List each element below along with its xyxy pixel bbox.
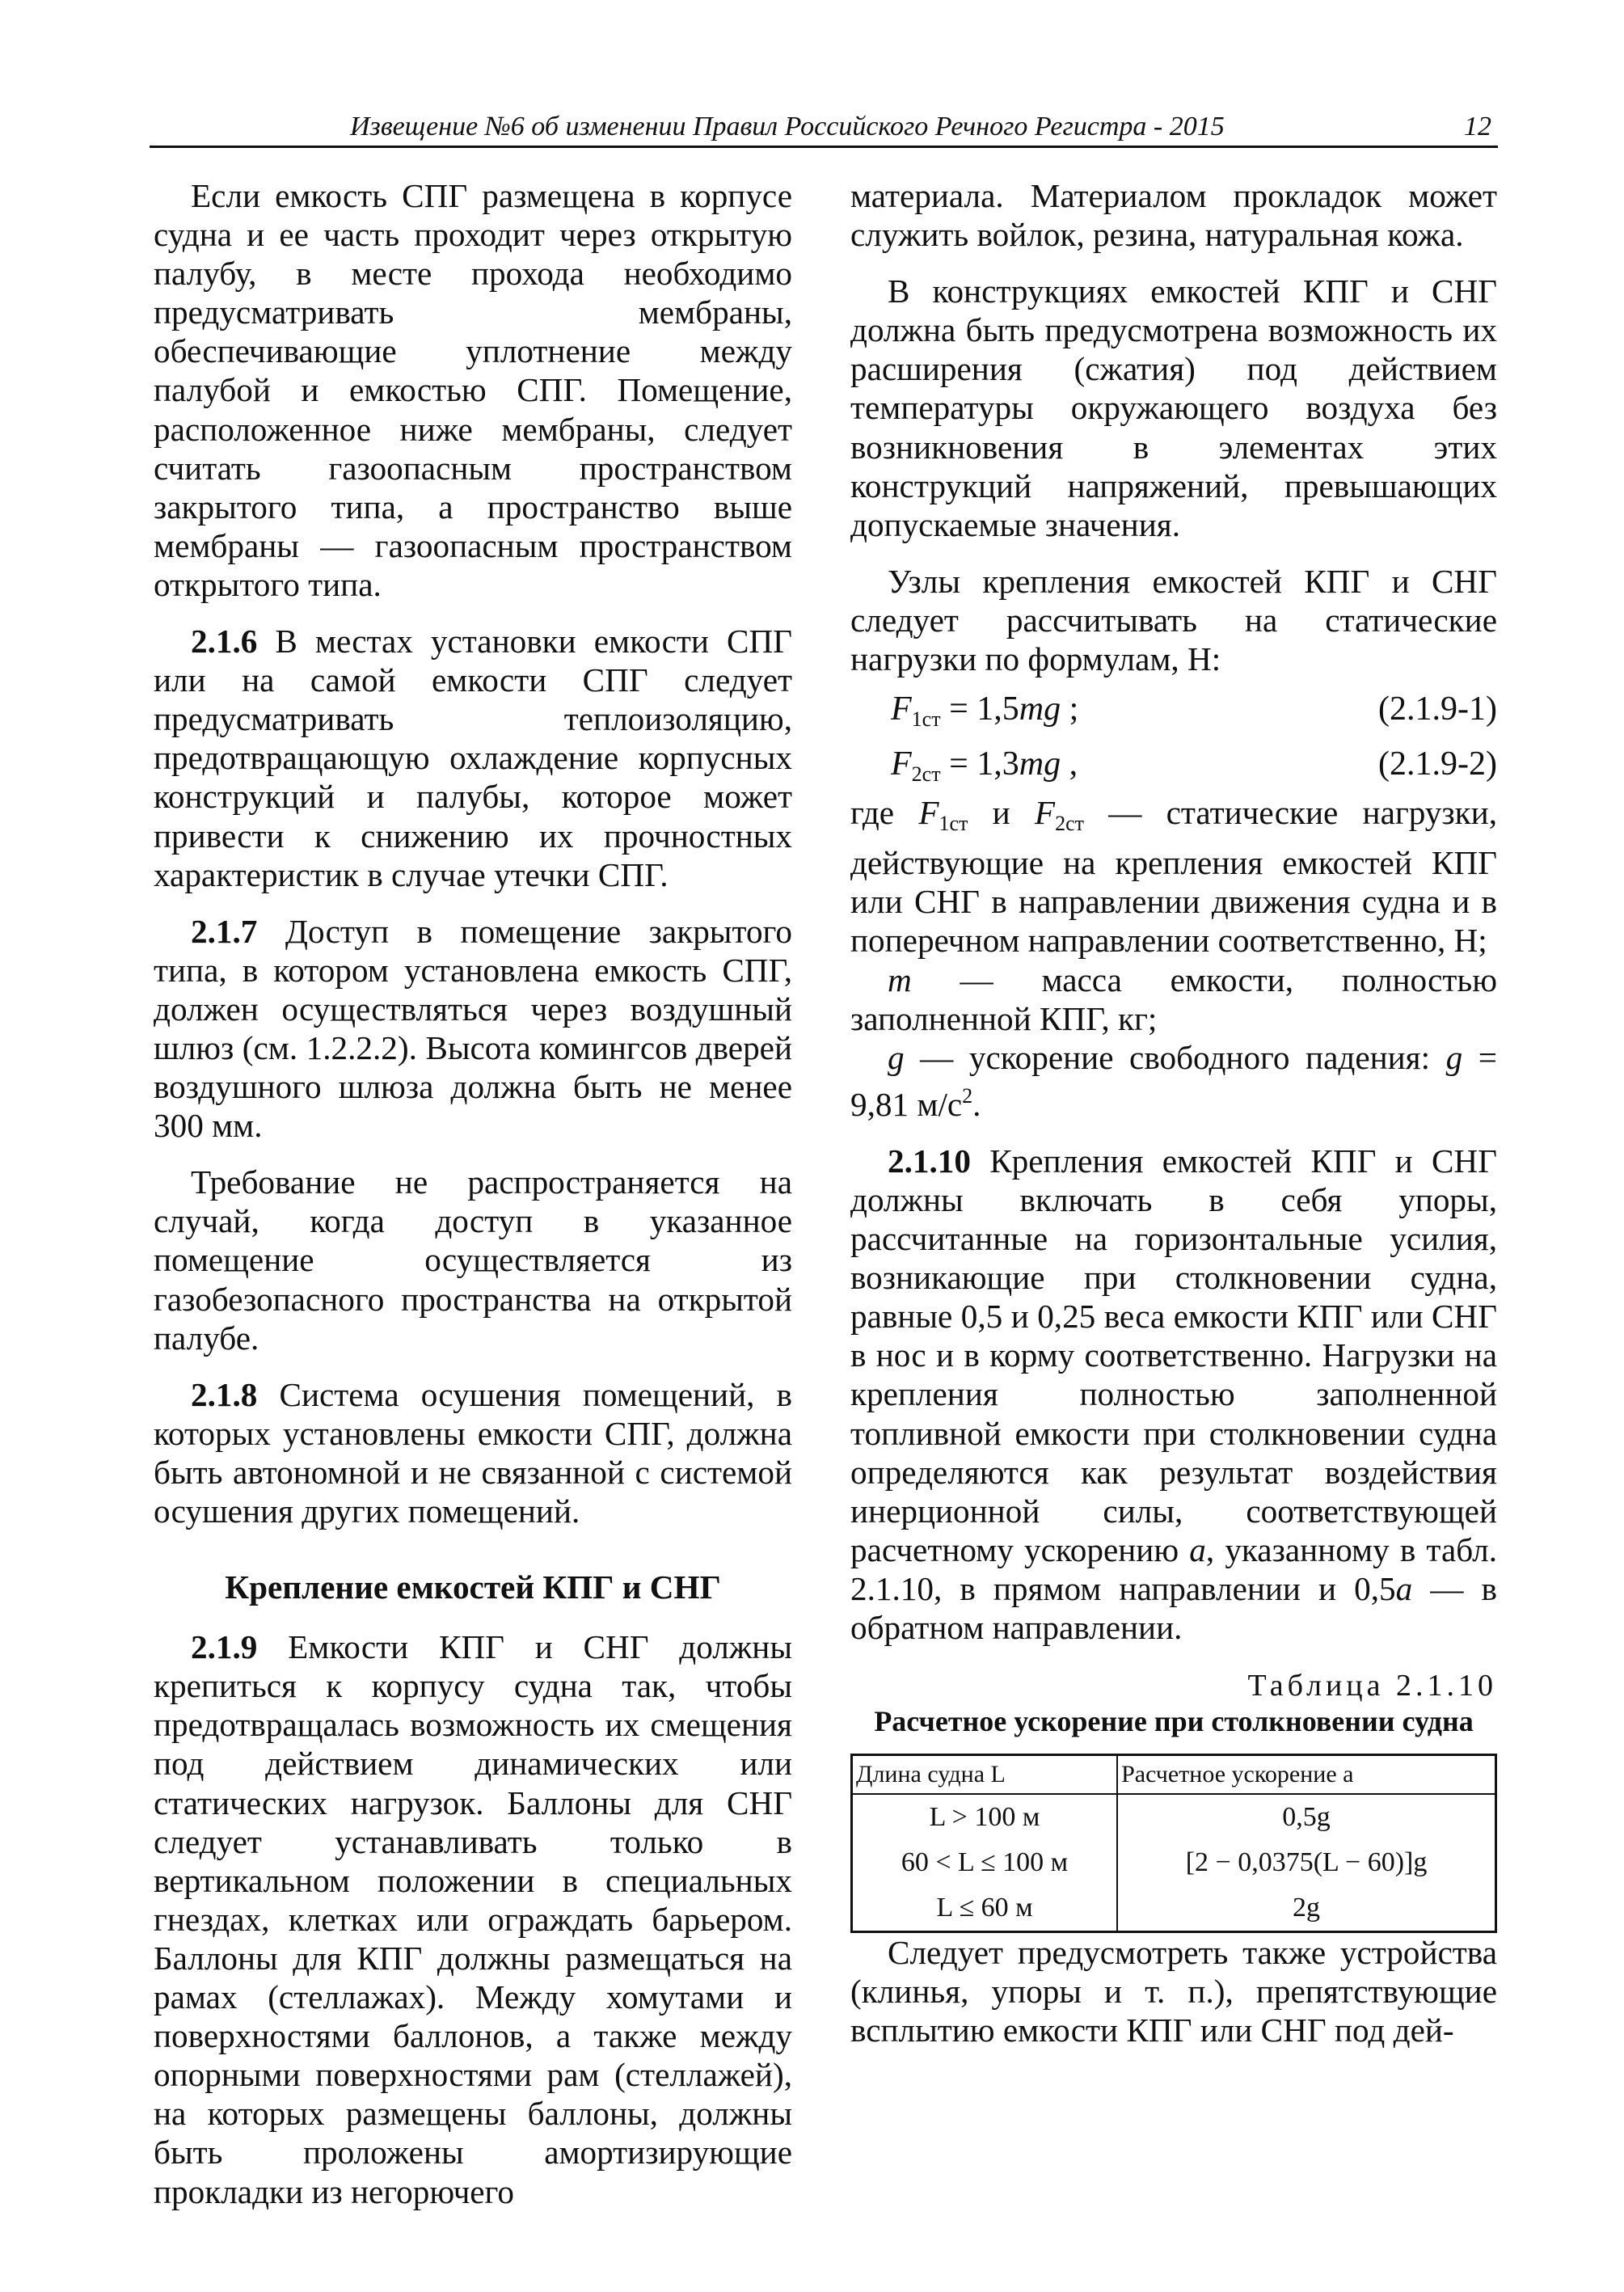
- paragraph-continuation: материала. Материалом прокладок может служить войлок, резина, натуральная кожа.: [850, 177, 1497, 254]
- table-row: [852, 1794, 1496, 1840]
- definition-mass: m — масса емкости, полностью заполненной КПГ, кг;: [850, 960, 1497, 1037]
- formula-2-1-9-2: [850, 740, 1497, 788]
- section-2-1-7: 2.1.7 Доступ в помещение закрытого типа, в котором установлена емкость СПГ, должен осуществляться через воздушный шлюз (см. 1.2.2.2). Высота комингсов дверей воздушного шлюза должна быть не менее 300 мм.: [154, 912, 792, 1145]
- right-column: [850, 176, 1497, 2049]
- table-cell: 2g: [1293, 1893, 1321, 1923]
- formula-number: (2.1.9-2): [1378, 745, 1497, 783]
- table-header-cell: Расчетное ускорение a: [1117, 1755, 1495, 1795]
- document-title: Извещение №6 об изменении Правил Российского Речного Регистра - 2015: [350, 112, 1225, 141]
- formula-expression: $F_{2ст} = 1,3mg$ ,: [891, 745, 1078, 787]
- paragraph-expansion: В конструкциях емкостей КПГ и СНГ должна быть предусмотрена возможность их расширения (сжатия) под действием температуры окружающего воздуха без возникновения в элементах этих конструкций напряжений, превышающих допускаемые значения.: [850, 272, 1497, 543]
- section-number: 2.1.6: [191, 623, 258, 661]
- table-cell: 60 < L ≤ 100 м: [852, 1840, 1118, 1885]
- table-header-row: [852, 1755, 1496, 1795]
- formula-expression: $F_{1ст} = 1,5mg$ ;: [891, 690, 1079, 732]
- table-row: [852, 1840, 1496, 1885]
- paragraph-lng-tank-membranes: Если емкость СПГ размещена в корпусе судна и ее часть проходит через открытую палубу, в месте прохода необходимо предусматривать мембраны, обеспечивающие уплотнение между палубой и емкостью СПГ. Помещение, расположенное ниже мембраны, следует считать газоопасным пространством закрытого типа, а пространство выше мембраны — газоопасным пространством открытого типа.: [154, 177, 792, 603]
- table-header-cell: Длина судна L: [852, 1755, 1118, 1795]
- acceleration-table: [850, 1754, 1497, 1933]
- section-2-1-10: 2.1.10 Крепления емкостей КПГ и СНГ должны включать в себя упоры, рассчитанные на горизонтальные усилия, возникающие при столкновении судна, равные 0,5 и 0,25 веса емкости КПГ или СНГ в нос и в корму соответственно. Нагрузки на крепления полностью заполненной топливной емкости при столкновении судна определяются как результат воздействия инерционной силы, соответствующей расчетному ускорению a, указанному в табл. 2.1.10, в прямом направлении и 0,5a — в обратном направлении.: [850, 1142, 1497, 1646]
- section-number: 2.1.9: [191, 1628, 258, 1666]
- running-header: [150, 112, 1498, 148]
- table-row: [852, 1885, 1496, 1932]
- subheading-tank-fastening: Крепление емкостей КПГ и СНГ: [225, 1568, 721, 1606]
- definition-gravity: g — ускорение свободного падения: g = 9,81 $м/с^2$.: [850, 1038, 1497, 1123]
- section-2-1-6: 2.1.6 В местах установки емкости СПГ или на самой емкости СПГ следует предусматривать теплоизоляцию, предотвращающую охлаждение корпусных конструкций и палубы, которое может привести к снижению их прочностных характеристик в случае утечки СПГ.: [154, 623, 792, 893]
- paragraph-static-loads: Узлы крепления емкостей КПГ и СНГ следует рассчитывать на статические нагрузки по формулам, Н:: [850, 562, 1497, 678]
- formula-2-1-9-1: [850, 685, 1497, 733]
- formula-number: (2.1.9-1): [1378, 690, 1497, 728]
- section-2-1-8: 2.1.8 Система осушения помещений, в которых установлены емкости СПГ, должна быть автономной и не связанной с системой осушения других помещений.: [154, 1375, 792, 1530]
- table-cell: L ≤ 60 м: [852, 1885, 1118, 1932]
- table-cell: 0,5g: [1282, 1802, 1331, 1833]
- section-number: 2.1.10: [888, 1142, 971, 1180]
- section-number: 2.1.8: [191, 1375, 258, 1413]
- left-column: [154, 176, 792, 2211]
- paragraph-anti-flotation: Следует предусмотреть также устройства (клинья, упоры и т. п.), препятствующие всплытию емкости КПГ или СНГ под дей-: [850, 1934, 1497, 2049]
- section-number: 2.1.7: [191, 912, 258, 950]
- paragraph-exception: Требование не распространяется на случай, когда доступ в указанное помещение осуществляется из газобезопасного пространства на открытой палубе.: [154, 1163, 792, 1357]
- section-2-1-9: 2.1.9 Емкости КПГ и СНГ должны крепиться к корпусу судна так, чтобы предотвращалась возможность их смещения под действием динамических или статических нагрузок. Баллоны для СНГ следует устанавливать только в вертикальном положении в специальных гнездах, клетках или ограждать барьером. Баллоны для КПГ должны размещаться на рамах (стеллажах). Между хомутами и поверхностями баллонов, а также между опорными поверхностями рам (стеллажей), на которых размещены баллоны, должны быть проложены амортизирующие прокладки из негорючего: [154, 1628, 792, 2210]
- table-title: Расчетное ускорение при столкновении судна: [874, 1705, 1474, 1738]
- table-cell: [2 − 0,0375(L − 60)]g: [1185, 1847, 1428, 1878]
- paragraph-where-definitions: где $F_{1ст}$ и $F_{2ст}$ — статические нагрузки, действующие на крепления емкостей КПГ или СНГ в направлении движения судна и в поперечном направлении соответственно, Н;: [850, 794, 1498, 960]
- table-cell: L > 100 м: [852, 1794, 1118, 1840]
- table-number: Таблица 2.1.10: [1247, 1669, 1497, 1703]
- page-number: 12: [1464, 112, 1491, 141]
